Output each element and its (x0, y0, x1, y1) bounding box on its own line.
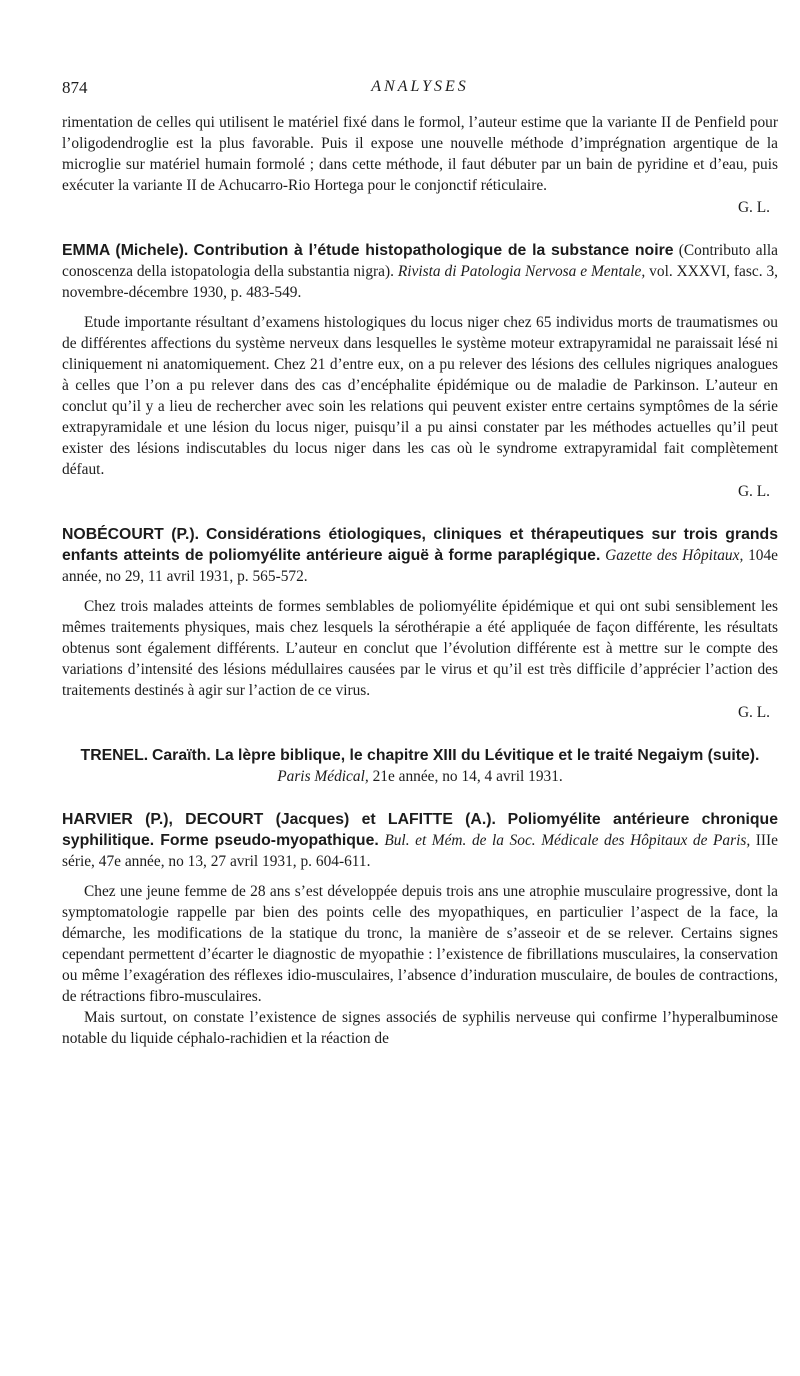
intro-paragraph: rimentation de celles qui utilisent le matériel fixé dans le formol, l’auteur estime que la variante II de Penfield pour l’oligodendroglie est la plus favorable. Puis il expose une nouvelle méthode d’imprégnation argentique de la microglie sur matériel humain formolé ; dans cette méthode, il faut débuter par un bain de pyridine et d’eau, puis exécuter la variante II de Achucarro-Rio Hortega pour le conjonctif réticulaire. (62, 114, 778, 194)
page-header (62, 78, 778, 100)
entry-title: Caraïth. La lèpre biblique, le chapitre XIII du Lévitique et le traité Negaiym (suite). (151, 747, 760, 764)
entry-author: HARVIER (P.), DECOURT (Jacques) et LAFITTE (A.). (62, 811, 496, 828)
entry-signature: G. L. (737, 704, 770, 721)
entry-citation: vol. XXXVI, fasc. 3, novembre-décembre 1930, p. 483-549. (62, 263, 779, 301)
entry-author: NOBÉCOURT (P.). (62, 526, 200, 543)
entry-heading (62, 240, 778, 303)
page-number: 874 (62, 78, 88, 97)
entry-title: Considérations étiologiques, cliniques et thérapeutiques sur trois grands enfants atteints de poliomyélite antérieure aiguë à forme paraplégique. (62, 526, 778, 564)
review-entry-emma (62, 240, 778, 502)
entry-body: Etude importante résultant d’examens histologiques du locus niger chez 65 individus morts de traumatismes ou de différentes affections du système nerveux dans lesquelles le système moteur extrapyramidal ne paraissait lésé ni cliniquement ni anatomiquement. Chez 21 d’entre eux, on a pu relever des lésions des cellules nigriques analogues à celles que l’on a pu relever dans des cas d’encéphalite épidémique ou de maladie de Parkinson. L’auteur en conclut qu’il y a lieu de rechercher avec soin les relations qui peuvent exister entre certains symptômes de la série extrapyramidale et une lésion du locus niger, puisqu’il a pu ainsi constater par les méthodes actuelles qu’il peut exister des lésions indiscutables du locus niger dans les cas où le syndrome extrapyramidal fait complètement défaut. (62, 314, 778, 478)
entry-heading (62, 745, 778, 787)
entry-title: Poliomyélite antérieure chronique syphilitique. Forme pseudo-myopathique. (62, 811, 778, 849)
entry-journal: Bul. et Mém. de la Soc. Médicale des Hôpitaux de Paris, (384, 832, 751, 849)
review-entry-nobecourt (62, 524, 778, 723)
entry-citation: 21e année, no 14, 4 avril 1931. (372, 768, 563, 785)
intro-signature: G. L. (737, 199, 770, 216)
entry-body: Chez une jeune femme de 28 ans s’est développée depuis trois ans une atrophie musculaire progressive, dont la symptomatologie rappelle par bien des points celle des myopathiques, en particulier l’aspect de la face, la démarche, les modifications de la statique du tronc, la manière de s’asseoir et de se relever. Certains signes cependant permettent d’écarter le diagnostic de myopathie : l’existence de fibrillations musculaires, la conservation ou même l’exagération des réflexes idio-musculaires, l’absence d’induration musculaire, de boules de contractions, de rétractions fibro-musculaires. (62, 883, 778, 1005)
entry-author: EMMA (Michele). (62, 242, 189, 259)
entry-body: Chez trois malades atteints de formes semblables de poliomyélite épidémique et qui ont subi sensiblement les mêmes traitements physiques, mais chez lesquels la sérothérapie a été appliquée de façon différente, les résultats obtenus sont également différents. L’auteur en conclut que l’évolution différente est à mettre sur le compte des variations d’intensité des lésions médullaires causées par le virus et qu’il est très difficile d’apprécier l’action des traitements destinés à agir sur l’action de ce virus. (62, 598, 778, 699)
review-entry-harvier (62, 809, 778, 1049)
review-entry-trenel (62, 745, 778, 787)
entry-title: Contribution à l’étude histopathologique de la substance noire (193, 242, 674, 259)
article-content (62, 112, 778, 1049)
entry-body-continued: Mais surtout, on constate l’existence de signes associés de syphilis nerveuse qui confirme l’hyperalbuminose notable du liquide céphalo-rachidien et la réaction de (62, 1009, 778, 1047)
entry-signature: G. L. (737, 483, 770, 500)
entry-heading (62, 809, 778, 872)
entry-journal: Gazette des Hôpitaux, (605, 547, 744, 564)
entry-journal: Paris Médical, (277, 768, 369, 785)
entry-heading (62, 524, 778, 587)
running-title: ANALYSES (371, 78, 469, 95)
entry-subtitle: (Contributo alla conoscenza della istopatologia della substantia nigra). (62, 242, 778, 280)
entry-journal: Rivista di Patologia Nervosa e Mentale, (397, 263, 646, 280)
entry-citation: IIIe série, 47e année, no 13, 27 avril 1931, p. 604-611. (62, 832, 778, 870)
entry-citation: 104e année, no 29, 11 avril 1931, p. 565-572. (62, 547, 778, 585)
entry-author: TRENEL. (80, 747, 149, 764)
